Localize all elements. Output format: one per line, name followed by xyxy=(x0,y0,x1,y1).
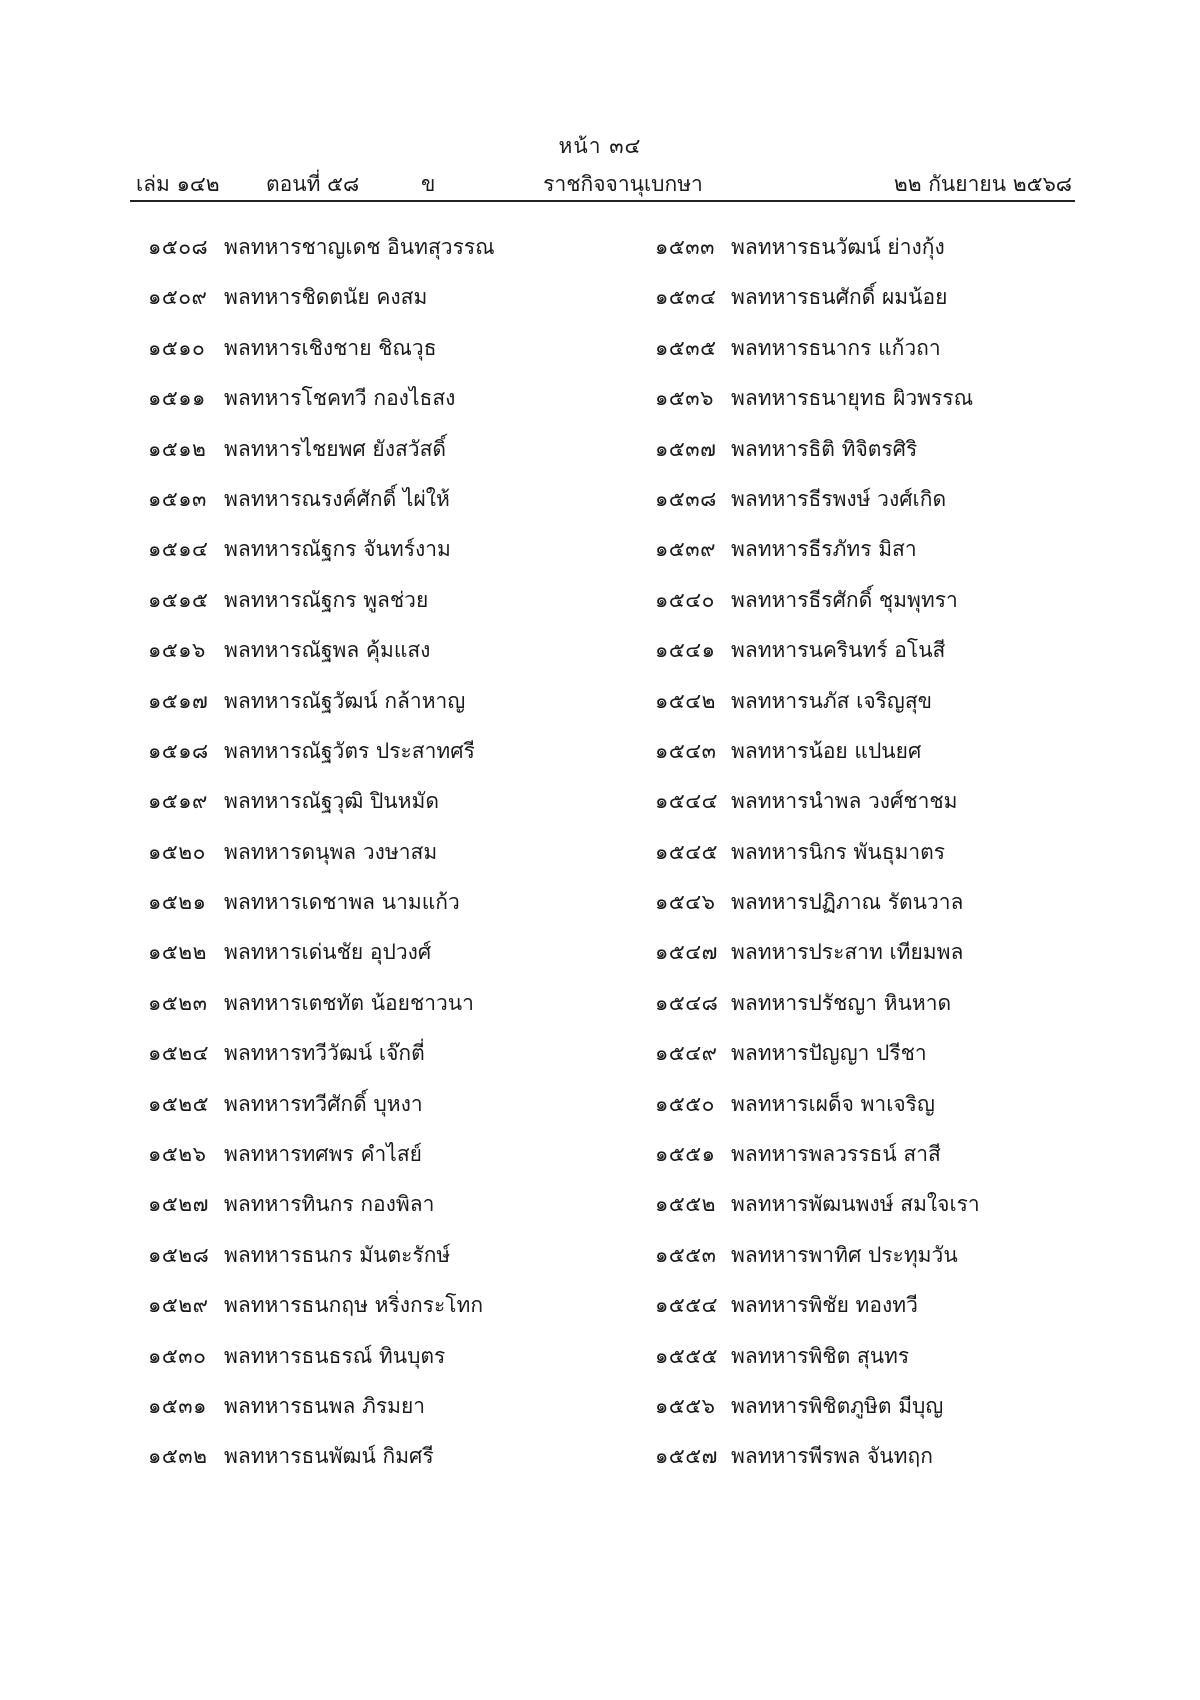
list-item xyxy=(655,484,980,534)
entry-number: ๑๕๔๒ xyxy=(655,688,716,713)
entry-name: พลทหารดนุพล วงษาสม xyxy=(224,839,438,864)
entry-name: พลทหารณรงค์ศักดิ์ ไผ่ให้ xyxy=(224,486,450,511)
entry-number: ๑๕๕๒ xyxy=(655,1192,716,1217)
entry-number: ๑๕๔๓ xyxy=(655,738,717,763)
list-item xyxy=(655,686,980,736)
entry-name: พลทหารเชิงชาย ชิณวุธ xyxy=(224,335,437,360)
list-item xyxy=(655,383,980,433)
entry-name: พลทหารณัฐกร จันทร์งาม xyxy=(224,537,451,562)
entry-number: ๑๕๑๐ xyxy=(148,335,206,360)
entry-name: พลทหารณัฐวัฒน์ กล้าหาญ xyxy=(224,688,466,713)
entry-name: พลทหารธนธรณ์ ทินบุตร xyxy=(224,1343,446,1368)
entry-number: ๑๕๓๔ xyxy=(655,285,717,310)
entry-number: ๑๕๑๒ xyxy=(148,436,207,461)
list-item xyxy=(148,988,495,1038)
entry-name: พลทหารธนกร มันตะรักษ์ xyxy=(224,1242,451,1267)
list-item xyxy=(148,736,495,786)
list-item xyxy=(148,232,495,282)
list-item xyxy=(655,1089,980,1139)
name-list-right-column xyxy=(655,232,980,1492)
volume-label: เล่ม ๑๔๒ xyxy=(136,172,220,196)
entry-number: ๑๕๓๗ xyxy=(655,436,717,461)
list-item xyxy=(655,1290,980,1340)
entry-number: ๑๕๒๗ xyxy=(148,1192,209,1217)
entry-number: ๑๕๕๐ xyxy=(655,1091,715,1116)
entry-name: พลทหารทศพร คำไสย์ xyxy=(224,1142,422,1167)
entry-number: ๑๕๑๔ xyxy=(148,537,209,562)
list-item xyxy=(655,333,980,383)
issue-label: ตอนที่ ๕๘ xyxy=(266,172,360,196)
entry-name: พลทหารพัฒนพงษ์ สมใจเรา xyxy=(731,1192,980,1217)
entry-number: ๑๕๔๘ xyxy=(655,990,719,1015)
list-item xyxy=(655,434,980,484)
entry-name: พลทหารพิชิต สุนทร xyxy=(731,1343,910,1368)
entry-name: พลทหารไชยพศ ยังสวัสดิ์ xyxy=(224,436,447,461)
entry-number: ๑๕๒๖ xyxy=(148,1142,207,1167)
entry-number: ๑๕๓๑ xyxy=(148,1393,207,1418)
gazette-title: ราชกิจจานุเบกษา xyxy=(543,172,703,196)
entry-name: พลทหารปฏิภาณ รัตนวาล xyxy=(731,890,964,915)
list-item xyxy=(148,1341,495,1391)
entry-name: พลทหารณัฐพล คุ้มแสง xyxy=(224,638,431,663)
list-item xyxy=(655,1441,980,1491)
list-item xyxy=(655,736,980,786)
entry-name: พลทหารธีรภัทร มิสา xyxy=(731,537,917,562)
entry-name: พลทหารพลวรรธน์ สาสี xyxy=(731,1142,941,1167)
header-divider xyxy=(130,200,1075,202)
entry-name: พลทหารทินกร กองพิลา xyxy=(224,1192,435,1217)
entry-name: พลทหารณัฐวุฒิ ปินหมัด xyxy=(224,789,439,814)
entry-number: ๑๕๑๑ xyxy=(148,386,206,411)
list-item xyxy=(655,282,980,332)
entry-name: พลทหารธีรพงษ์ วงศ์เกิด xyxy=(731,486,947,511)
entry-number: ๑๕๑๘ xyxy=(148,738,209,763)
entry-name: พลทหารเตชทัต น้อยชาวนา xyxy=(224,990,474,1015)
list-item xyxy=(148,1189,495,1239)
entry-number: ๑๕๓๓ xyxy=(655,235,715,259)
entry-name: พลทหารนิกร พันธุมาตร xyxy=(731,839,946,864)
entry-number: ๑๕๕๔ xyxy=(655,1293,719,1318)
entry-number: ๑๕๔๐ xyxy=(655,587,715,612)
list-item xyxy=(655,837,980,887)
section-label: ข xyxy=(421,172,436,196)
entry-name: พลทหารธนศักดิ์ ผมน้อย xyxy=(731,285,948,310)
list-item xyxy=(655,534,980,584)
entry-number: ๑๕๔๔ xyxy=(655,789,719,814)
entry-name: พลทหารชิดตนัย คงสม xyxy=(224,285,428,310)
entry-number: ๑๕๕๑ xyxy=(655,1142,716,1167)
entry-name: พลทหารณัฐวัตร ประสาทศรี xyxy=(224,738,475,763)
list-item xyxy=(655,1240,980,1290)
entry-name: พลทหารนำพล วงศ์ชาชม xyxy=(731,789,958,814)
list-item xyxy=(148,282,495,332)
list-item xyxy=(148,1139,495,1189)
entry-name: พลทหารธนายุทธ ผิวพรรณ xyxy=(731,386,974,411)
entry-number: ๑๕๓๐ xyxy=(148,1343,207,1368)
entry-number: ๑๕๔๑ xyxy=(655,638,716,663)
page-number: หน้า ๓๔ xyxy=(558,134,642,158)
list-item xyxy=(655,786,980,836)
list-item xyxy=(148,333,495,383)
running-header xyxy=(136,168,1072,200)
list-item xyxy=(148,383,495,433)
publication-date: ๒๒ กันยายน ๒๕๖๘ xyxy=(893,172,1072,196)
entry-number: ๑๕๓๒ xyxy=(148,1444,208,1469)
list-item xyxy=(148,1038,495,1088)
entry-number: ๑๕๓๖ xyxy=(655,386,714,411)
list-item xyxy=(148,837,495,887)
entry-number: ๑๕๑๓ xyxy=(148,486,207,511)
entry-name: พลทหารพิชิตภูษิต มีบุญ xyxy=(731,1393,944,1418)
entry-number: ๑๕๕๓ xyxy=(655,1242,717,1267)
entry-name: พลทหารณัฐกร พูลช่วย xyxy=(224,587,429,612)
list-item xyxy=(655,988,980,1038)
entry-number: ๑๕๔๕ xyxy=(655,839,719,864)
entry-number: ๑๕๒๕ xyxy=(148,1091,209,1116)
entry-number: ๑๕๒๙ xyxy=(148,1293,209,1318)
entry-number: ๑๕๐๘ xyxy=(148,235,209,259)
entry-name: พลทหารทวีศักดิ์ บุหงา xyxy=(224,1091,423,1116)
entry-number: ๑๕๒๓ xyxy=(148,990,208,1015)
entry-number: ๑๕๔๖ xyxy=(655,890,716,915)
list-item xyxy=(655,1189,980,1239)
entry-name: พลทหารเด่นชัย อุปวงศ์ xyxy=(224,940,432,965)
entry-number: ๑๕๓๕ xyxy=(655,335,717,360)
entry-name: พลทหารพีรพล จันทฤก xyxy=(731,1444,933,1469)
list-item xyxy=(148,1391,495,1441)
entry-number: ๑๕๕๕ xyxy=(655,1343,719,1368)
entry-number: ๑๕๓๙ xyxy=(655,537,716,562)
list-item xyxy=(655,635,980,685)
list-item xyxy=(655,232,980,282)
entry-name: พลทหารธีรศักดิ์ ชุมพุทรา xyxy=(731,587,958,612)
entry-name: พลทหารธนากร แก้วถา xyxy=(731,335,941,360)
entry-name: พลทหารนภัส เจริญสุข xyxy=(731,688,932,713)
entry-number: ๑๕๑๕ xyxy=(148,587,209,612)
entry-name: พลทหารเดชาพล นามแก้ว xyxy=(224,890,460,915)
entry-name: พลทหารปรัชญา หินหาด xyxy=(731,990,952,1015)
entry-name: พลทหารพิชัย ทองทวี xyxy=(731,1293,918,1318)
entry-number: ๑๕๒๑ xyxy=(148,890,207,915)
entry-number: ๑๕๕๖ xyxy=(655,1393,716,1418)
list-item xyxy=(655,585,980,635)
entry-name: พลทหารธนพล ภิรมยา xyxy=(224,1393,426,1418)
list-item xyxy=(148,534,495,584)
entry-number: ๑๕๑๖ xyxy=(148,638,206,663)
list-item xyxy=(655,1038,980,1088)
entry-number: ๑๕๑๙ xyxy=(148,789,208,814)
entry-name: พลทหารโชคทวี กองไธสง xyxy=(224,386,456,411)
entry-number: ๑๕๒๐ xyxy=(148,839,206,864)
list-item xyxy=(655,887,980,937)
entry-name: พลทหารน้อย แปนยศ xyxy=(731,738,922,763)
list-item xyxy=(148,1240,495,1290)
entry-name: พลทหารพาทิศ ประทุมวัน xyxy=(731,1242,958,1267)
entry-number: ๑๕๒๘ xyxy=(148,1242,210,1267)
list-item xyxy=(148,434,495,484)
list-item xyxy=(655,937,980,987)
list-item xyxy=(148,887,495,937)
list-item xyxy=(148,937,495,987)
list-item xyxy=(148,585,495,635)
entry-number: ๑๕๒๒ xyxy=(148,940,207,965)
entry-name: พลทหารธิติ ทิจิตรศิริ xyxy=(731,436,918,461)
list-item xyxy=(148,686,495,736)
list-item xyxy=(148,635,495,685)
entry-name: พลทหารนครินทร์ อโนสี xyxy=(731,638,946,663)
entry-name: พลทหารเผด็จ พาเจริญ xyxy=(731,1091,935,1116)
list-item xyxy=(655,1341,980,1391)
entry-number: ๑๕๐๙ xyxy=(148,285,208,310)
entry-number: ๑๕๒๔ xyxy=(148,1041,209,1066)
entry-name: พลทหารประสาท เทียมพล xyxy=(731,940,964,965)
entry-number: ๑๕๕๗ xyxy=(655,1444,718,1469)
list-item xyxy=(655,1391,980,1441)
entry-name: พลทหารทวีวัฒน์ เจ๊กตี่ xyxy=(224,1041,425,1066)
list-item xyxy=(148,786,495,836)
list-item xyxy=(148,1441,495,1491)
name-list-left-column xyxy=(148,232,495,1492)
entry-number: ๑๕๔๙ xyxy=(655,1041,718,1066)
entry-name: พลทหารชาญเดช อินทสุวรรณ xyxy=(224,235,495,259)
entry-name: พลทหารธนกฤษ หริ่งกระโทก xyxy=(224,1293,484,1318)
entry-number: ๑๕๔๗ xyxy=(655,940,718,965)
entry-name: พลทหารธนวัฒน์ ย่างกุ้ง xyxy=(731,235,945,259)
list-item xyxy=(148,1089,495,1139)
list-item xyxy=(655,1139,980,1189)
entry-number: ๑๕๓๘ xyxy=(655,486,717,511)
entry-name: พลทหารธนพัฒน์ กิมศรี xyxy=(224,1444,434,1469)
list-item xyxy=(148,1290,495,1340)
entry-number: ๑๕๑๗ xyxy=(148,688,209,713)
entry-name: พลทหารปัญญา ปรีชา xyxy=(731,1041,927,1066)
list-item xyxy=(148,484,495,534)
